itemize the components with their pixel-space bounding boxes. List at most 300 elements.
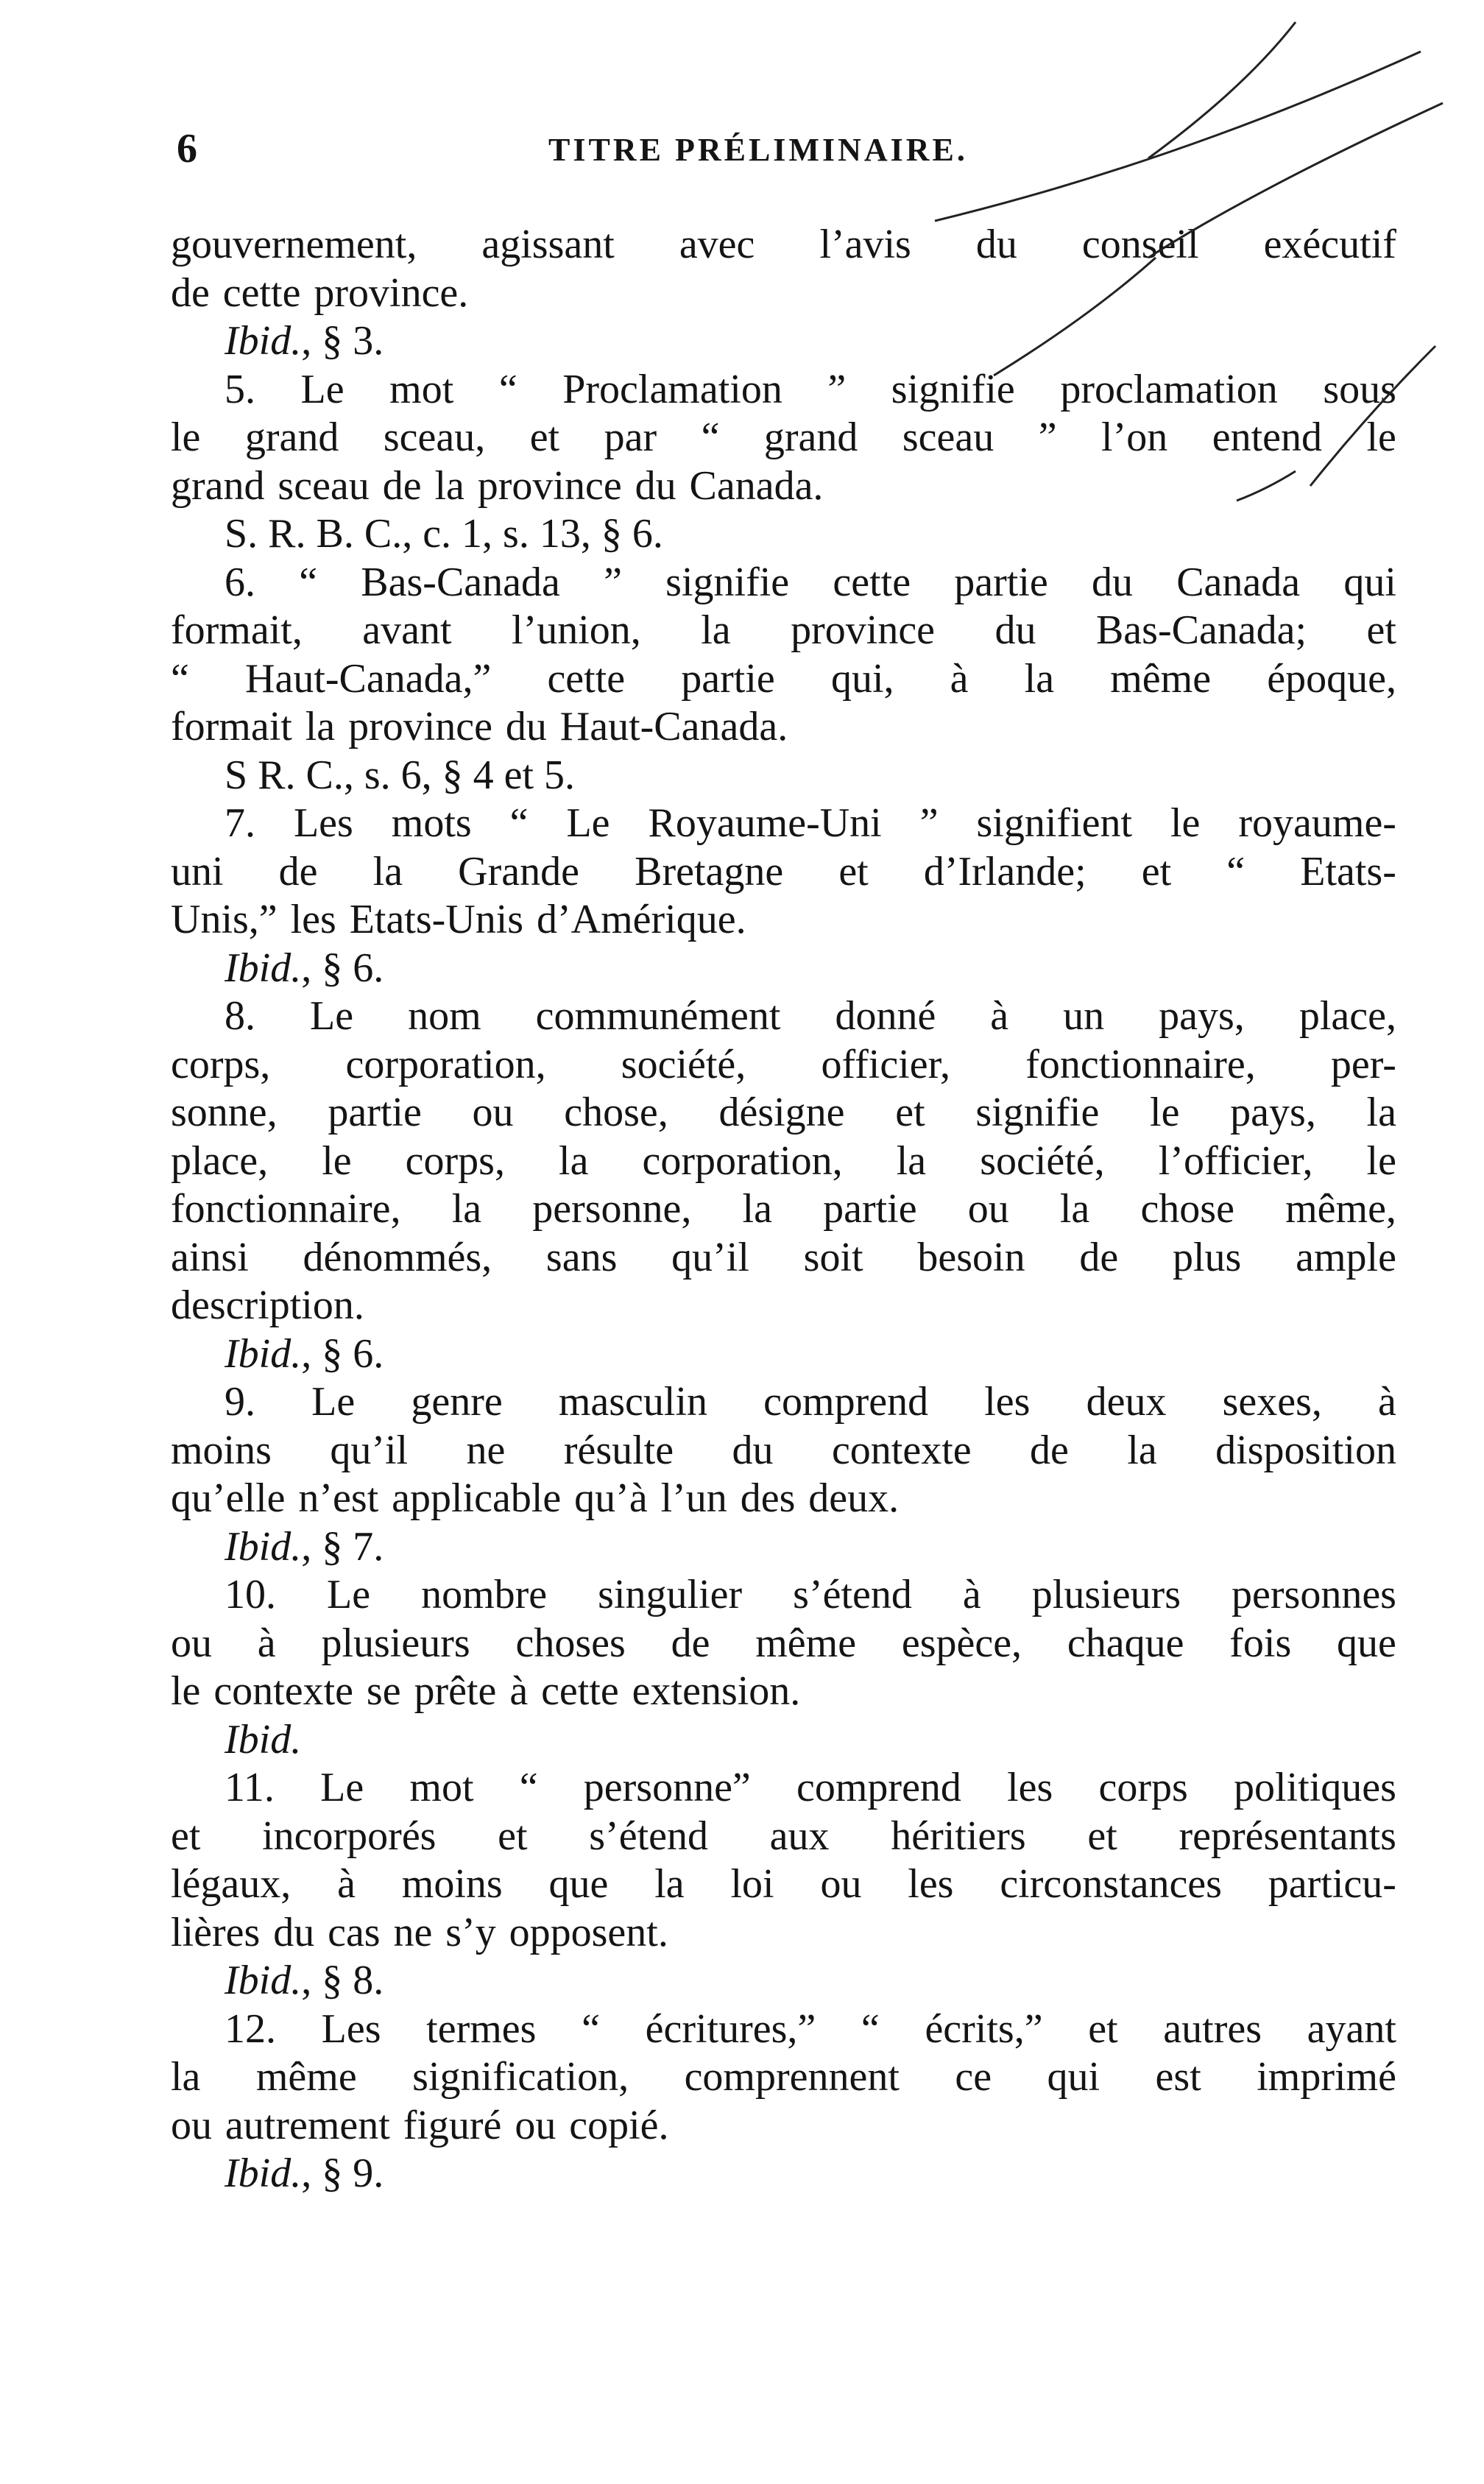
text-line bbox=[171, 655, 1396, 704]
word: signifient bbox=[976, 800, 1133, 846]
word: et bbox=[1366, 607, 1396, 653]
citation-text: , § 6. bbox=[301, 945, 384, 991]
word: époque, bbox=[1267, 655, 1396, 702]
word: officier, bbox=[821, 1041, 950, 1087]
citation-ibid: Ibid. bbox=[225, 1958, 302, 2003]
word: chose bbox=[1140, 1186, 1234, 1232]
word: la bbox=[1127, 1427, 1157, 1473]
text-line bbox=[171, 992, 1396, 1041]
word: “ bbox=[509, 800, 529, 846]
word: à bbox=[950, 655, 969, 702]
word: désigne bbox=[718, 1090, 845, 1135]
word: est bbox=[1155, 2054, 1201, 2100]
word: l’on bbox=[1101, 414, 1168, 460]
word: Haut-Canada. bbox=[559, 704, 788, 749]
word: et bbox=[1088, 2005, 1118, 2052]
word: applicable bbox=[392, 1475, 562, 1521]
word: province bbox=[791, 607, 936, 653]
text-line bbox=[171, 896, 1396, 945]
word: province bbox=[348, 704, 492, 749]
word: l’officier, bbox=[1158, 1137, 1313, 1184]
word: Le bbox=[311, 1379, 356, 1425]
word: province. bbox=[314, 269, 469, 316]
word: Canada. bbox=[689, 462, 824, 509]
word: pays, bbox=[1230, 1090, 1316, 1135]
word: place, bbox=[171, 1137, 269, 1184]
word: le bbox=[322, 1137, 352, 1184]
citation-ibid: Ibid. bbox=[225, 1523, 302, 1570]
word: qui bbox=[1343, 559, 1396, 605]
word: et bbox=[1141, 848, 1172, 895]
word: 5. bbox=[225, 366, 255, 412]
word: comprend bbox=[796, 1765, 961, 1810]
word: écritures,” bbox=[645, 2005, 816, 2052]
word: les bbox=[908, 1861, 954, 1907]
text-line bbox=[171, 2005, 1396, 2054]
word: la bbox=[701, 607, 731, 653]
word: sans bbox=[545, 1234, 618, 1280]
citation-ibid: Ibid. bbox=[225, 1330, 302, 1377]
word: qu’il bbox=[671, 1234, 749, 1280]
word: les bbox=[290, 897, 336, 942]
word: du bbox=[273, 1909, 315, 1955]
word: la bbox=[171, 2054, 201, 2100]
word: plusieurs bbox=[1031, 1572, 1181, 1617]
text-line bbox=[171, 1620, 1396, 1668]
word: corps, bbox=[171, 1041, 271, 1087]
word: d’Irlande; bbox=[923, 848, 1086, 895]
word: résulte bbox=[563, 1427, 674, 1473]
citation-text: S. R. B. C., c. 1, s. 13, § 6. bbox=[225, 511, 663, 557]
word: les bbox=[1007, 1765, 1053, 1810]
word: et bbox=[498, 1813, 528, 1859]
text-line bbox=[171, 1427, 1396, 1475]
word: deux bbox=[1086, 1379, 1167, 1425]
word: comprend bbox=[763, 1379, 929, 1425]
word: à bbox=[1378, 1379, 1396, 1425]
word: la bbox=[1059, 1186, 1090, 1232]
word: ample bbox=[1296, 1234, 1396, 1280]
word: représentants bbox=[1179, 1813, 1396, 1859]
word: “ bbox=[701, 414, 720, 460]
text-line bbox=[171, 1185, 1396, 1234]
text-line bbox=[171, 414, 1396, 462]
word: aux bbox=[769, 1813, 830, 1859]
word: Les bbox=[321, 2005, 381, 2052]
word: légaux, bbox=[171, 1861, 292, 1907]
word: particu- bbox=[1268, 1861, 1396, 1907]
word: même bbox=[1110, 655, 1212, 702]
word: province bbox=[477, 462, 622, 509]
word: 9. bbox=[225, 1379, 255, 1425]
word: qu’il bbox=[330, 1427, 409, 1473]
word: de bbox=[1079, 1234, 1119, 1280]
word: besoin bbox=[917, 1234, 1025, 1280]
word: politiques bbox=[1234, 1765, 1396, 1810]
word: Bas-Canada bbox=[361, 559, 560, 605]
word: société, bbox=[621, 1041, 746, 1087]
word: proclamation bbox=[1060, 366, 1278, 412]
word: moins bbox=[171, 1427, 272, 1473]
word: grand bbox=[763, 414, 858, 460]
word: genre bbox=[411, 1379, 503, 1425]
text-line bbox=[171, 1860, 1396, 1909]
citation-text: , § 8. bbox=[301, 1958, 384, 2003]
word: plusieurs bbox=[321, 1620, 470, 1666]
word: à bbox=[509, 1668, 529, 1714]
word: contexte bbox=[213, 1668, 354, 1714]
text-line bbox=[171, 462, 1396, 511]
running-title: TITRE PRÉLIMINAIRE. bbox=[548, 132, 968, 168]
text-line bbox=[171, 1234, 1396, 1282]
word: ayant bbox=[1307, 2005, 1396, 2052]
word: sexes, bbox=[1222, 1379, 1322, 1425]
word: le bbox=[171, 414, 201, 460]
word: Grande bbox=[458, 848, 579, 895]
word: ” bbox=[604, 559, 622, 605]
word: place, bbox=[1298, 993, 1396, 1039]
word: autrement bbox=[225, 2102, 390, 2148]
word: écrits,” bbox=[925, 2005, 1043, 2052]
word: chose, bbox=[564, 1090, 668, 1135]
word: loi bbox=[730, 1861, 774, 1907]
word: avant bbox=[362, 607, 452, 653]
citation-line bbox=[171, 1523, 1396, 1572]
word: de bbox=[671, 1620, 710, 1666]
word: du bbox=[994, 607, 1036, 653]
citation-ibid: Ibid. bbox=[225, 318, 302, 364]
word: ou bbox=[515, 2102, 556, 2148]
word: un bbox=[1063, 993, 1105, 1039]
word: le bbox=[171, 1668, 201, 1714]
word: ainsi bbox=[171, 1234, 249, 1280]
word: Etats- bbox=[1300, 848, 1396, 895]
word: que bbox=[548, 1861, 609, 1907]
word: partie bbox=[823, 1186, 917, 1232]
word: 10. bbox=[225, 1572, 276, 1617]
word: héritiers bbox=[891, 1813, 1026, 1859]
text-line bbox=[171, 848, 1396, 897]
word: qui, bbox=[830, 655, 894, 702]
word: la bbox=[1024, 655, 1055, 702]
word: s’y bbox=[445, 1909, 496, 1955]
word: soit bbox=[803, 1234, 863, 1280]
word: la bbox=[451, 1186, 482, 1232]
word: grand bbox=[244, 414, 339, 460]
text-line bbox=[171, 1909, 1396, 1958]
word: entend bbox=[1212, 414, 1323, 460]
text-line bbox=[171, 1041, 1396, 1090]
word: d’Amérique. bbox=[537, 897, 746, 942]
text-line bbox=[171, 1378, 1396, 1427]
body-text bbox=[171, 221, 1396, 2198]
word: la bbox=[434, 462, 464, 509]
word: partie bbox=[328, 1090, 422, 1135]
word: corps, bbox=[405, 1137, 505, 1184]
word: 8. bbox=[225, 993, 255, 1039]
word: deux. bbox=[808, 1475, 900, 1521]
word: de bbox=[278, 848, 318, 895]
citation-line bbox=[171, 752, 1396, 800]
word: le bbox=[1150, 1090, 1180, 1135]
word: communément bbox=[535, 993, 781, 1039]
word: et bbox=[895, 1090, 925, 1135]
word: signifie bbox=[665, 559, 790, 605]
word: per- bbox=[1330, 1041, 1396, 1087]
word: 7. bbox=[225, 800, 255, 846]
word: donné bbox=[835, 993, 936, 1039]
text-line bbox=[171, 2053, 1396, 2102]
word: s’étend bbox=[793, 1572, 912, 1617]
word: copié. bbox=[569, 2102, 669, 2148]
word: la bbox=[305, 704, 336, 749]
citation-line bbox=[171, 2150, 1396, 2198]
text-line bbox=[171, 1089, 1396, 1137]
word: à bbox=[962, 1572, 981, 1617]
word: sceau bbox=[902, 414, 994, 460]
word: 12. bbox=[225, 2005, 276, 2052]
word: le bbox=[1170, 800, 1201, 846]
word: sceau, bbox=[383, 414, 486, 460]
word: partie bbox=[954, 559, 1048, 605]
word: des bbox=[740, 1475, 796, 1521]
word: Etats-Unis bbox=[349, 897, 524, 942]
word: choses bbox=[515, 1620, 626, 1666]
citation-line bbox=[171, 1716, 1396, 1765]
text-line bbox=[171, 1571, 1396, 1620]
word: mot bbox=[409, 1765, 474, 1810]
word: Bas-Canada; bbox=[1095, 607, 1307, 653]
word: même bbox=[255, 2054, 357, 2100]
word: grand bbox=[171, 462, 265, 509]
word: “ bbox=[861, 2005, 880, 2052]
citation-text: S R. C., s. 6, § 4 et 5. bbox=[225, 752, 576, 798]
word: la bbox=[1366, 1090, 1396, 1135]
page-header bbox=[0, 125, 1484, 177]
word: 6. bbox=[225, 559, 255, 605]
word: cette bbox=[547, 655, 626, 702]
text-line bbox=[171, 800, 1396, 848]
word: l’union, bbox=[512, 607, 641, 653]
word: ” bbox=[827, 366, 847, 412]
word: moins bbox=[401, 1861, 503, 1907]
word: personne” bbox=[583, 1765, 751, 1810]
word: disposition bbox=[1215, 1427, 1396, 1473]
text-line bbox=[171, 1475, 1396, 1523]
word: “ bbox=[582, 2005, 600, 2052]
word: Le bbox=[300, 366, 344, 412]
word: gouvernement, bbox=[171, 222, 417, 267]
word: la bbox=[372, 848, 403, 895]
word: Le bbox=[320, 1765, 364, 1810]
word: qui bbox=[1047, 2054, 1100, 2100]
word: du bbox=[505, 704, 547, 749]
citation-ibid: Ibid. bbox=[225, 1716, 302, 1763]
word: contexte bbox=[831, 1427, 972, 1473]
citation-ibid: Ibid. bbox=[225, 945, 302, 991]
citation-text: , § 6. bbox=[301, 1330, 384, 1377]
word: corporation, bbox=[345, 1041, 546, 1087]
word: personnes bbox=[1232, 1572, 1396, 1617]
word: nombre bbox=[421, 1572, 548, 1617]
word: à bbox=[337, 1861, 356, 1907]
word: imprimé bbox=[1257, 2054, 1396, 2100]
text-line bbox=[171, 269, 1396, 318]
word: formait bbox=[171, 704, 292, 749]
word: cette bbox=[833, 559, 911, 605]
word: à bbox=[257, 1620, 276, 1666]
word: et bbox=[171, 1813, 201, 1859]
word: pays, bbox=[1159, 993, 1245, 1039]
word: signifie bbox=[891, 366, 1015, 412]
word: du bbox=[732, 1427, 774, 1473]
citation-line bbox=[171, 1957, 1396, 2005]
word: masculin bbox=[558, 1379, 708, 1425]
word: ou bbox=[472, 1090, 514, 1135]
word: la bbox=[559, 1137, 589, 1184]
word: mot bbox=[389, 366, 454, 412]
word: 11. bbox=[225, 1765, 275, 1810]
word: le bbox=[1366, 414, 1396, 460]
word: singulier bbox=[598, 1572, 743, 1617]
word: termes bbox=[426, 2005, 537, 2052]
word: cas bbox=[328, 1909, 381, 1955]
word: société, bbox=[980, 1137, 1105, 1184]
citation-text: , § 9. bbox=[301, 2150, 384, 2196]
word: et bbox=[838, 848, 869, 895]
word: qu’elle bbox=[171, 1475, 286, 1521]
word: figuré bbox=[403, 2102, 502, 2148]
word: personne, bbox=[532, 1186, 692, 1232]
word: la bbox=[742, 1186, 772, 1232]
word: circonstances bbox=[1000, 1861, 1222, 1907]
word: du bbox=[635, 462, 676, 509]
text-line bbox=[171, 1137, 1396, 1186]
word: partie bbox=[681, 655, 775, 702]
word: “ bbox=[1226, 848, 1246, 895]
word: fonctionnaire, bbox=[1025, 1041, 1256, 1087]
word: de bbox=[1030, 1427, 1069, 1473]
word: cette bbox=[541, 1668, 619, 1714]
text-line bbox=[171, 1668, 1396, 1716]
word: l’avis bbox=[819, 222, 911, 267]
word: conseil bbox=[1081, 222, 1199, 267]
word: du bbox=[1091, 559, 1133, 605]
word: de bbox=[382, 462, 422, 509]
text-line bbox=[171, 703, 1396, 752]
word: formait, bbox=[171, 607, 303, 653]
word: ou bbox=[820, 1861, 862, 1907]
word: qu’à bbox=[574, 1475, 648, 1521]
word: corps bbox=[1098, 1765, 1188, 1810]
word: la bbox=[896, 1137, 927, 1184]
word: mots bbox=[391, 800, 472, 846]
word: que bbox=[1337, 1620, 1396, 1666]
text-line bbox=[171, 221, 1396, 269]
word: opposent. bbox=[509, 1909, 668, 1955]
word: ne bbox=[466, 1427, 506, 1473]
word: Le bbox=[327, 1572, 371, 1617]
citation-line bbox=[171, 317, 1396, 366]
word: “ bbox=[519, 1765, 538, 1810]
word: fois bbox=[1229, 1620, 1292, 1666]
page-number: 6 bbox=[177, 126, 197, 172]
word: même, bbox=[1285, 1186, 1396, 1232]
word: sceau bbox=[278, 462, 370, 509]
word: ne bbox=[393, 1909, 433, 1955]
word: sous bbox=[1323, 366, 1396, 412]
word: comprennent bbox=[684, 2054, 900, 2100]
word: la bbox=[654, 1861, 685, 1907]
text-line bbox=[171, 607, 1396, 655]
word: royaume- bbox=[1238, 800, 1396, 846]
text-line bbox=[171, 1764, 1396, 1813]
word: Le bbox=[310, 993, 354, 1039]
word: à bbox=[990, 993, 1009, 1039]
citation-line bbox=[171, 1330, 1396, 1379]
word: Haut-Canada,” bbox=[245, 655, 492, 702]
word: nom bbox=[408, 993, 481, 1039]
word: lières bbox=[171, 1909, 261, 1955]
text-line bbox=[171, 366, 1396, 414]
word: Proclamation bbox=[562, 366, 782, 412]
word: le bbox=[1366, 1137, 1396, 1184]
word: Canada bbox=[1176, 559, 1301, 605]
word: plus bbox=[1172, 1234, 1242, 1280]
text-line bbox=[171, 1282, 1396, 1330]
word: l’un bbox=[660, 1475, 727, 1521]
word: du bbox=[975, 222, 1017, 267]
word: ou bbox=[967, 1186, 1009, 1232]
word: ou bbox=[171, 2102, 212, 2148]
citation-text: , § 7. bbox=[301, 1523, 384, 1570]
word: Royaume-Uni bbox=[648, 800, 882, 846]
word: Le bbox=[566, 800, 610, 846]
word: cette bbox=[222, 269, 301, 316]
word: “ bbox=[498, 366, 517, 412]
citation-ibid: Ibid. bbox=[225, 2150, 302, 2196]
word: signification, bbox=[412, 2054, 629, 2100]
word: par bbox=[604, 414, 657, 460]
word: ” bbox=[919, 800, 939, 846]
word: et bbox=[529, 414, 560, 460]
word: et bbox=[1087, 1813, 1117, 1859]
word: les bbox=[984, 1379, 1031, 1425]
word: chaque bbox=[1067, 1620, 1184, 1666]
word: avec bbox=[679, 222, 755, 267]
word: agissant bbox=[481, 222, 615, 267]
word: ce bbox=[955, 2054, 992, 2100]
word: sonne, bbox=[171, 1090, 278, 1135]
text-line bbox=[171, 1813, 1396, 1861]
text-line bbox=[171, 559, 1396, 607]
word: Unis,” bbox=[171, 897, 278, 942]
word: exécutif bbox=[1263, 222, 1396, 267]
word: se bbox=[366, 1668, 401, 1714]
word: de bbox=[171, 269, 210, 316]
word: autres bbox=[1163, 2005, 1262, 2052]
word: ou bbox=[171, 1620, 212, 1666]
word: “ bbox=[171, 655, 189, 702]
word: prête bbox=[414, 1668, 497, 1714]
word: s’étend bbox=[589, 1813, 708, 1859]
word: signifie bbox=[975, 1090, 1100, 1135]
word: extension. bbox=[632, 1668, 801, 1714]
word: n’est bbox=[298, 1475, 379, 1521]
word: dénommés, bbox=[303, 1234, 492, 1280]
word: Les bbox=[293, 800, 353, 846]
word: Bretagne bbox=[635, 848, 784, 895]
